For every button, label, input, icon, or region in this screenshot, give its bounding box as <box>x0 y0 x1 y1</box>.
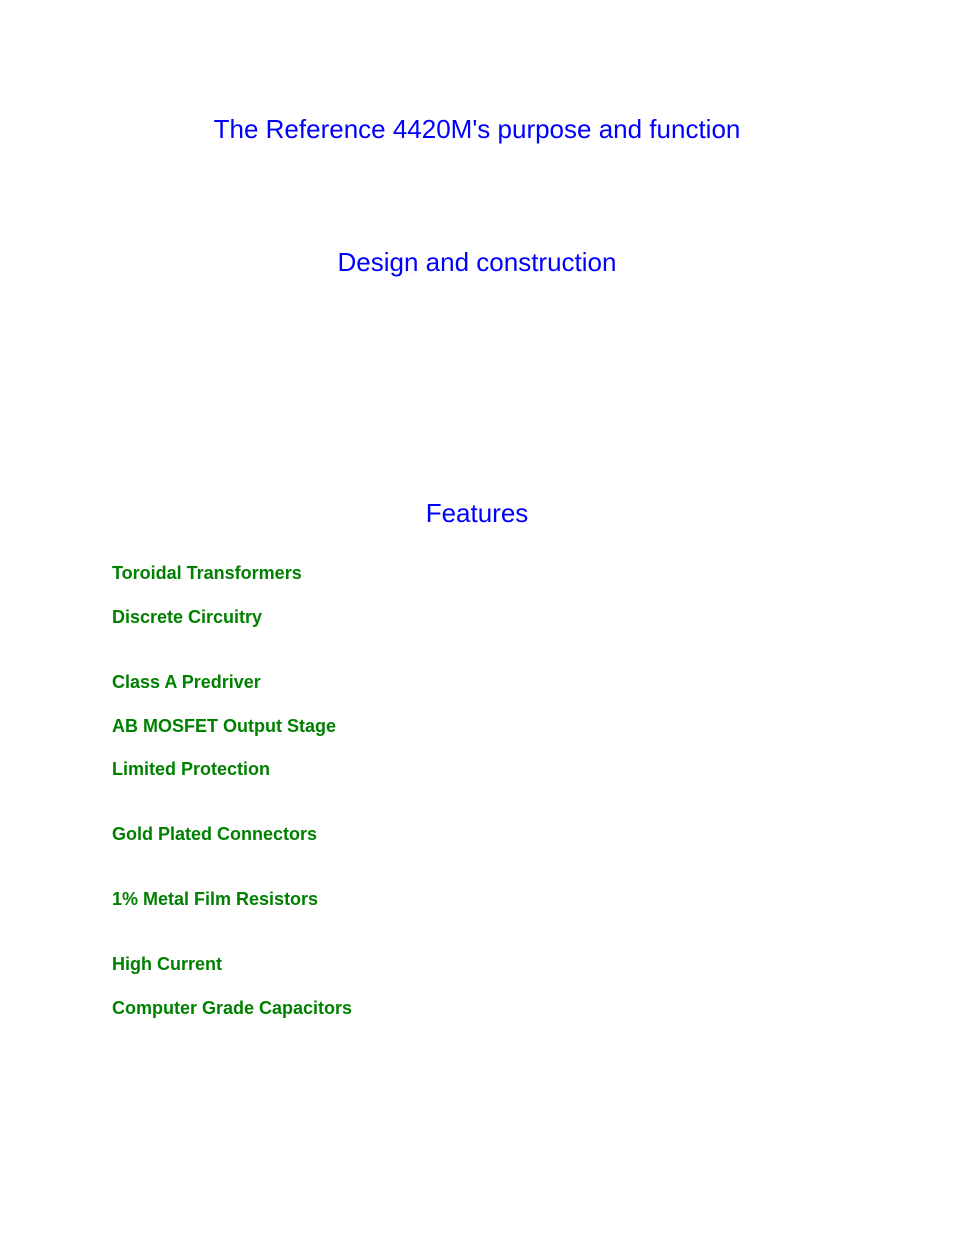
feature-item: Toroidal Transformers <box>112 563 302 583</box>
heading-design-and-construction: Design and construction <box>337 247 617 277</box>
feature-item: AB MOSFET Output Stage <box>112 716 336 736</box>
feature-item: Gold Plated Connectors <box>112 824 318 844</box>
feature-item: High Current <box>112 954 222 974</box>
feature-item: Discrete Circuitry <box>112 607 263 627</box>
feature-item: 1% Metal Film Resistors <box>112 889 319 909</box>
feature-item: Computer Grade Capacitors <box>112 998 353 1018</box>
heading-features: Features <box>425 498 529 528</box>
feature-item: Class A Predriver <box>112 672 261 692</box>
feature-item: Limited Protection <box>112 759 271 779</box>
heading-purpose-and-function: The Reference 4420M's purpose and function <box>213 114 741 144</box>
